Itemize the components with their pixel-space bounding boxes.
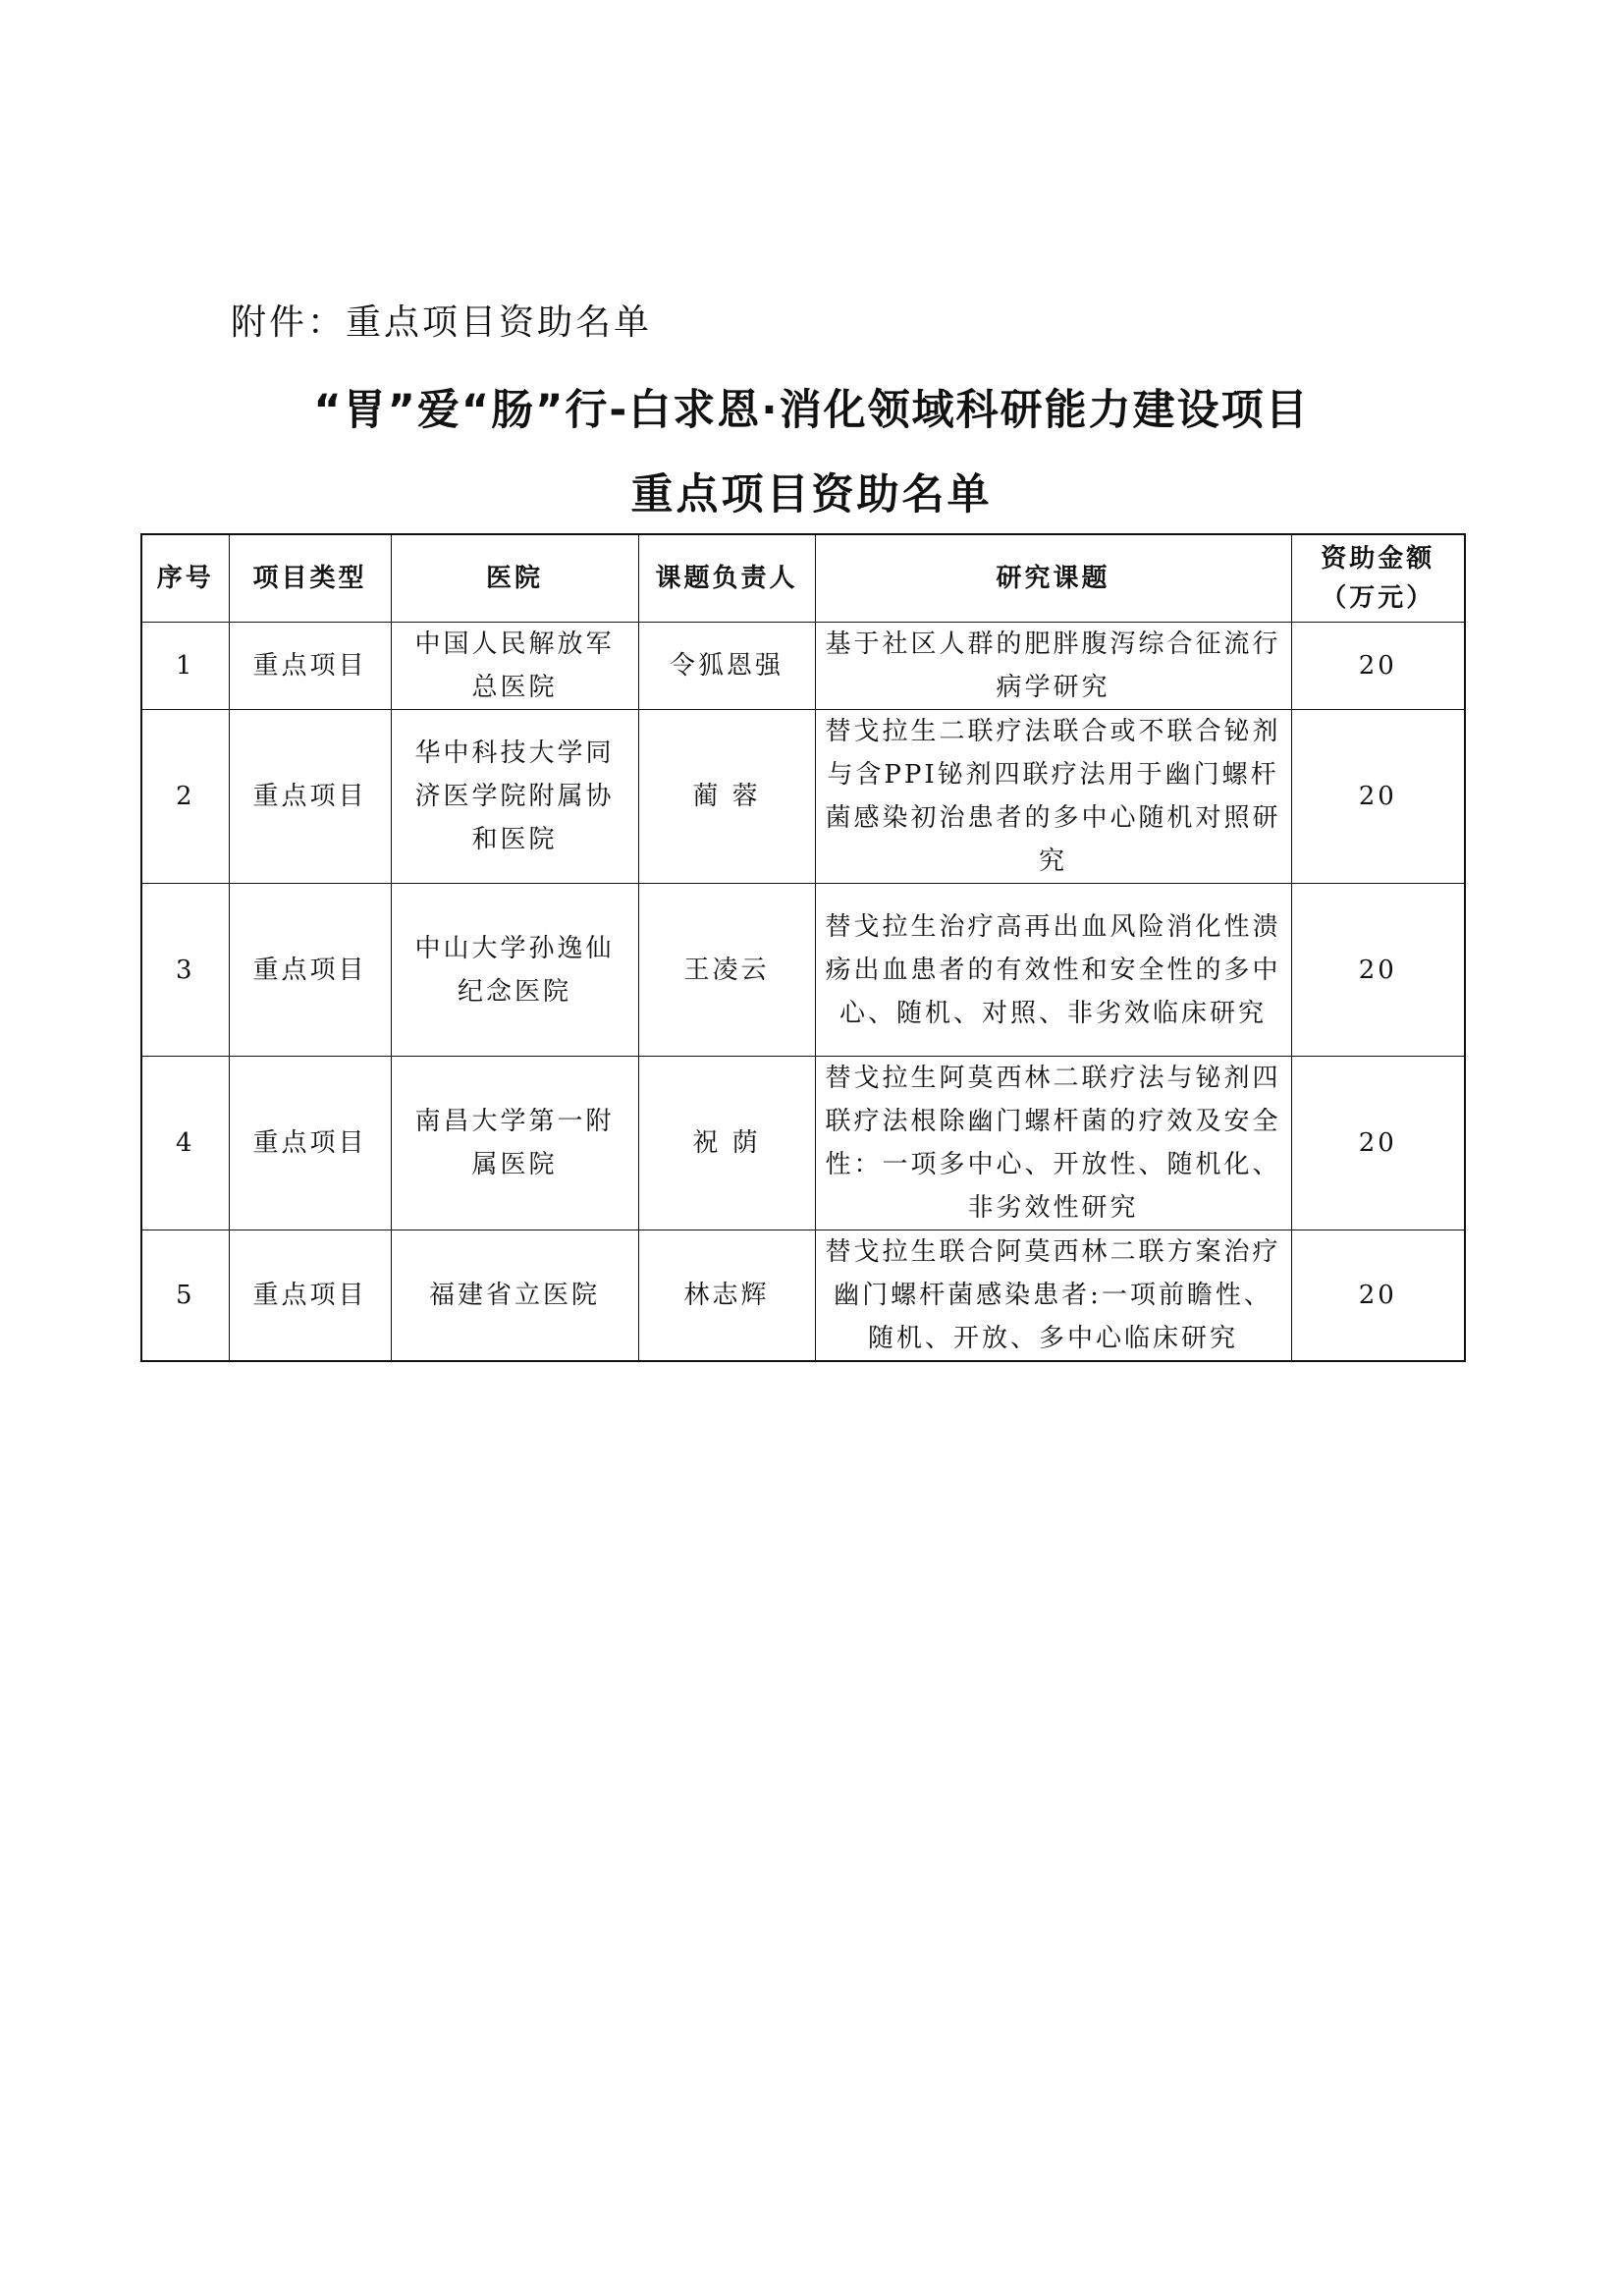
document-title: “胃”爱“肠”行-白求恩·消化领域科研能力建设项目 (313, 386, 1310, 435)
cell-amount: 20 (1291, 1230, 1465, 1362)
cell-hospital: 福建省立医院 (391, 1230, 638, 1362)
cell-topic: 基于社区人群的肥胖腹泻综合征流行病学研究 (815, 623, 1291, 710)
header-type: 项目类型 (229, 534, 391, 623)
cell-leader: 祝 荫 (638, 1057, 815, 1230)
cell-hospital: 华中科技大学同济医学院附属协和医院 (391, 710, 638, 884)
cell-index: 1 (141, 623, 229, 710)
cell-type: 重点项目 (229, 1057, 391, 1230)
cell-type: 重点项目 (229, 710, 391, 884)
table-row (141, 884, 1465, 1057)
cell-index: 4 (141, 1057, 229, 1230)
document-subtitle: 重点项目资助名单 (630, 470, 993, 519)
cell-amount: 20 (1291, 1057, 1465, 1230)
cell-leader: 蔺 蓉 (638, 710, 815, 884)
cell-topic: 替戈拉生二联疗法联合或不联合铋剂与含PPI铋剂四联疗法用于幽门螺杆菌感染初治患者的多中心随机对照研究 (815, 710, 1291, 884)
table-row (141, 1230, 1465, 1362)
cell-topic: 替戈拉生治疗高再出血风险消化性溃疡出血患者的有效性和安全性的多中心、随机、对照、非劣效临床研究 (815, 884, 1291, 1057)
cell-type: 重点项目 (229, 884, 391, 1057)
table-row (141, 1057, 1465, 1230)
cell-leader: 令狐恩强 (638, 623, 815, 710)
header-leader: 课题负责人 (638, 534, 815, 623)
header-index: 序号 (141, 534, 229, 623)
cell-hospital: 中国人民解放军总医院 (391, 623, 638, 710)
cell-type: 重点项目 (229, 1230, 391, 1362)
cell-hospital: 中山大学孙逸仙纪念医院 (391, 884, 638, 1057)
header-hospital: 医院 (391, 534, 638, 623)
cell-amount: 20 (1291, 623, 1465, 710)
header-topic: 研究课题 (815, 534, 1291, 623)
cell-index: 5 (141, 1230, 229, 1362)
table-row (141, 710, 1465, 884)
header-amount: 资助金额（万元） (1291, 534, 1465, 623)
cell-type: 重点项目 (229, 623, 391, 710)
cell-topic: 替戈拉生阿莫西林二联疗法与铋剂四联疗法根除幽门螺杆菌的疗效及安全性：一项多中心、开放性、随机化、非劣效性研究 (815, 1057, 1291, 1230)
table-header-row (141, 534, 1465, 623)
cell-leader: 林志辉 (638, 1230, 815, 1362)
cell-hospital: 南昌大学第一附属医院 (391, 1057, 638, 1230)
attachment-label: 附件：重点项目资助名单 (231, 302, 653, 343)
cell-index: 3 (141, 884, 229, 1057)
grant-table (140, 533, 1466, 1362)
cell-amount: 20 (1291, 884, 1465, 1057)
cell-index: 2 (141, 710, 229, 884)
cell-topic: 替戈拉生联合阿莫西林二联方案治疗幽门螺杆菌感染患者:一项前瞻性、随机、开放、多中心临床研究 (815, 1230, 1291, 1362)
cell-leader: 王凌云 (638, 884, 815, 1057)
cell-amount: 20 (1291, 710, 1465, 884)
table-row (141, 623, 1465, 710)
